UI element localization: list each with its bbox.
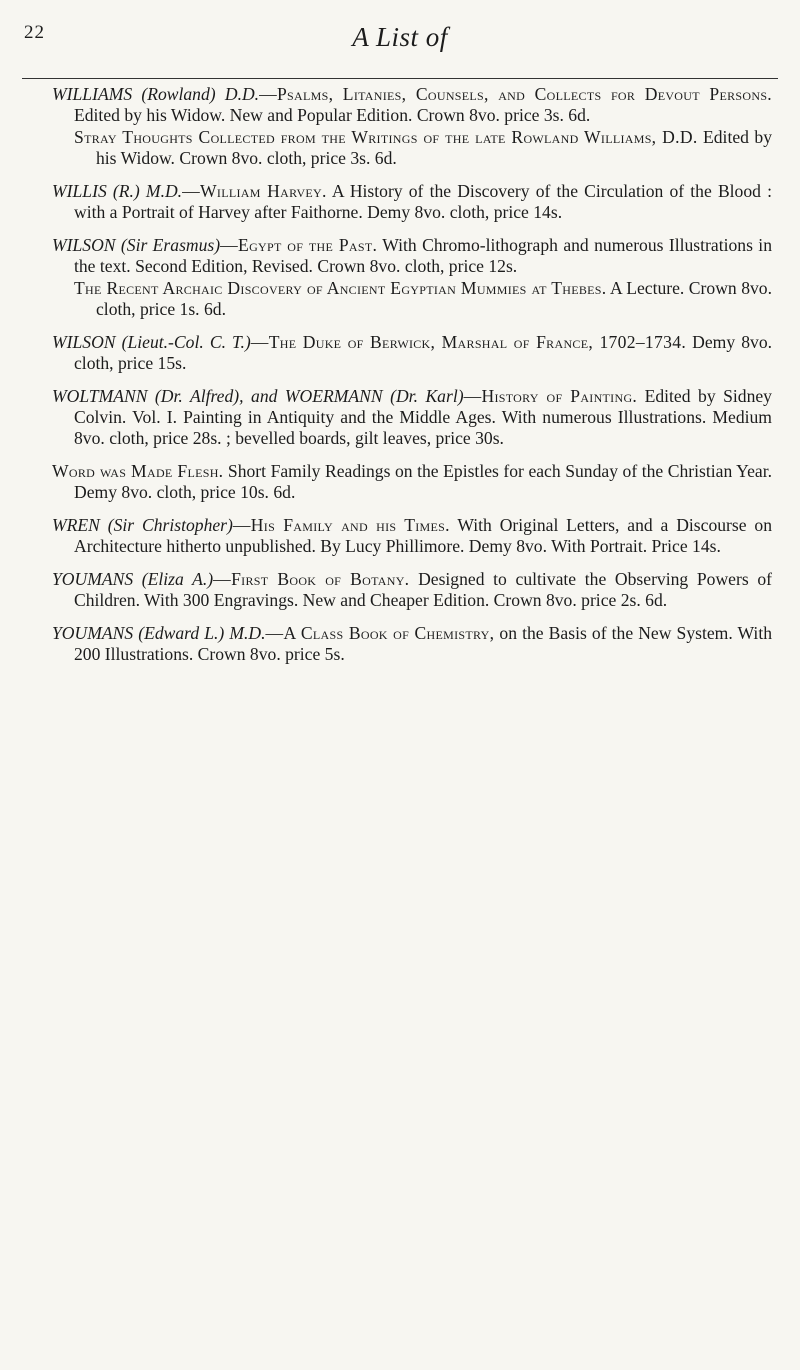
entry-title: —The Duke of Berwick, Marshal of France, 1702–1734. <box>250 332 687 352</box>
entry-author: WREN (Sir Christopher) <box>52 515 233 535</box>
catalogue-entry <box>52 461 772 503</box>
entry-title: —Psalms, Litanies, Counsels, and Collects for Devout Persons. <box>259 84 772 104</box>
entry-title: Word was Made Flesh. <box>52 461 224 481</box>
entry-author: YOUMANS (Eliza A.) <box>52 569 214 589</box>
entry-title: —History of Painting. <box>463 386 638 406</box>
entry-details: Demy 8vo. cloth, price 15s. <box>74 332 773 373</box>
entry-title: —His Family and his Times. <box>232 515 450 535</box>
entry-subwork <box>74 278 772 320</box>
entry-details: Edited by Sidney Colvin. Vol. I. Painting in Antiquity and the Middle Ages. With numerous Illustrations. Medium 8vo. cloth, price 28s. ; bevelled boards, gilt leaves, price 30s. <box>74 386 772 448</box>
entry-details: Edited by his Widow. New and Popular Edition. Crown 8vo. price 3s. 6d. <box>74 105 591 125</box>
catalogue-entry <box>52 235 772 320</box>
entry-details: With Chromo-lithograph and numerous Illustrations in the text. Second Edition, Revised. Crown 8vo. cloth, price 12s. <box>74 235 772 276</box>
entry-details: Short Family Readings on the Epistles for each Sunday of the Christian Year. Demy 8vo. cloth, price 10s. 6d. <box>74 461 772 502</box>
catalogue-entry <box>52 181 772 223</box>
catalogue-entry <box>52 515 772 557</box>
entry-author: WILLIS (R.) M.D. <box>52 181 183 201</box>
entry-details: A Lecture. Crown 8vo. cloth, price 1s. 6d. <box>96 278 772 319</box>
catalogue-entry <box>52 84 772 169</box>
catalogue-entry <box>52 623 772 665</box>
entry-title: The Recent Archaic Discovery of Ancient Egyptian Mummies at Thebes. <box>74 278 607 298</box>
entry-title: —First Book of Botany. <box>213 569 410 589</box>
entry-details: With Original Letters, and a Discourse on Architecture hitherto unpublished. By Lucy Phillimore. Demy 8vo. With Portrait. Price 14s. <box>74 515 773 556</box>
entry-details: Designed to cultivate the Observing Powers of Children. With 300 Engravings. New and Cheaper Edition. Crown 8vo. price 2s. 6d. <box>74 569 772 610</box>
running-head: A List of <box>352 22 448 52</box>
entry-title: —William Harvey. <box>182 181 327 201</box>
entry-author: YOUMANS (Edward L.) M.D. <box>52 623 266 643</box>
header-rule <box>22 78 778 79</box>
catalogue-entry <box>52 386 772 449</box>
entry-author: WILSON (Lieut.-Col. C. T.) <box>52 332 251 352</box>
entry-subwork <box>74 127 772 169</box>
entry-details: A History of the Discovery of the Circulation of the Blood : with a Portrait of Harvey after Faithorne. Demy 8vo. cloth, price 14s. <box>74 181 772 222</box>
catalogue-entry <box>52 332 772 374</box>
entry-author: WILLIAMS (Rowland) D.D. <box>52 84 260 104</box>
entry-details: on the Basis of the New System. With 200 Illustrations. Crown 8vo. price 5s. <box>74 623 772 664</box>
catalogue-entry <box>52 569 772 611</box>
page-number: 22 <box>24 22 45 43</box>
entry-details: Edited by his Widow. Crown 8vo. cloth, price 3s. 6d. <box>96 127 772 168</box>
entry-author: WILSON (Sir Erasmus) <box>52 235 221 255</box>
entry-title: —Egypt of the Past. <box>220 235 378 255</box>
entry-author: WOLTMANN (Dr. Alfred), and WOERMANN (Dr. Karl) <box>52 386 464 406</box>
entry-title: Stray Thoughts Collected from the Writings of the late Rowland Williams, D.D. <box>74 127 698 147</box>
entry-title: —A Class Book of Chemistry, <box>265 623 495 643</box>
entry-list <box>52 84 772 677</box>
